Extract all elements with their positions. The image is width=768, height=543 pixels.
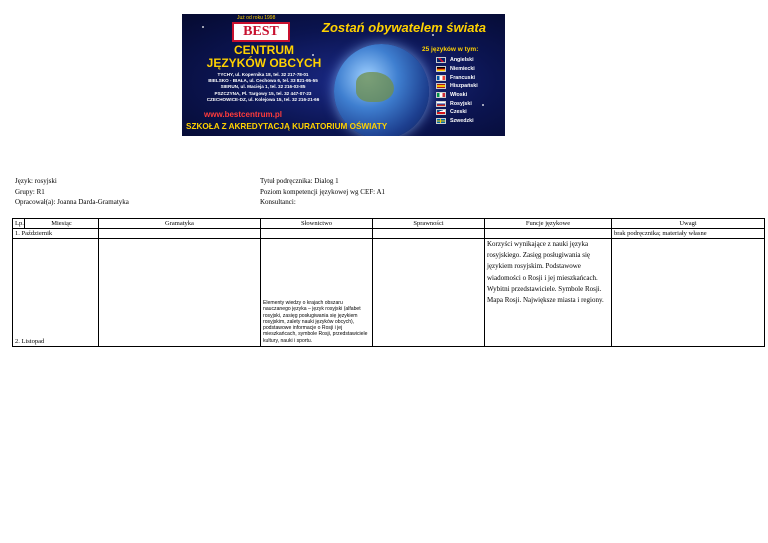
functions-text-2: Mapa Rosji. Największe miasta i regiony. bbox=[487, 296, 604, 305]
school-banner bbox=[182, 14, 505, 136]
language-name: Angielski bbox=[450, 57, 474, 64]
star bbox=[482, 104, 484, 106]
notes-cell: brak podręcznika; materiały własne bbox=[612, 229, 765, 239]
header-grammar: Gramatyka bbox=[99, 219, 261, 229]
address-line: CZECHOWICE-DZ, ul. Kolejowa 15, tel. 32 216-21-66 bbox=[206, 96, 320, 102]
languages-title: 25 języków w tym: bbox=[422, 46, 479, 53]
language-name: Francuski bbox=[450, 74, 476, 81]
language-item bbox=[436, 108, 478, 117]
header-lp: Lp. bbox=[13, 219, 25, 229]
header-functions: Funcje językowe bbox=[485, 219, 612, 229]
course-info bbox=[15, 176, 129, 208]
teaching-plan-table bbox=[12, 218, 765, 347]
vocabulary-cell bbox=[261, 229, 373, 239]
language-item bbox=[436, 56, 478, 65]
course-group: Grupy: R1 bbox=[15, 187, 45, 196]
header-month: Miesiąc bbox=[25, 219, 99, 229]
school-name-line-2: JĘZYKÓW OBCYCH bbox=[206, 56, 322, 70]
month-name: Październik bbox=[21, 230, 53, 237]
language-name: Szwedzki bbox=[450, 118, 474, 125]
language-item bbox=[436, 73, 478, 82]
language-item bbox=[436, 65, 478, 74]
notes-cell bbox=[612, 239, 765, 347]
skills-cell bbox=[373, 229, 485, 239]
swedish-flag-icon bbox=[436, 118, 446, 124]
row-number: 1. bbox=[15, 230, 20, 237]
german-flag-icon bbox=[436, 66, 446, 72]
banner-slogan: Zostań obywatelem świata bbox=[322, 20, 486, 35]
language-item bbox=[436, 99, 478, 108]
vocabulary-cell: Elementy wiedzy o krajach obszaru nauczanego języka – język rosyjski (alfabet rosyjski, zasięg posługiwania się językiem rosyjskim, zalety nauki języków obcych), podstawowe informacje o Rosji i jej mieszkańcach, symbole Rosji, przedstawiciele kultury, nauki i sportu. bbox=[261, 239, 373, 347]
italian-flag-icon bbox=[436, 92, 446, 98]
language-name: Hiszpański bbox=[450, 83, 478, 90]
functions-cell bbox=[485, 239, 612, 347]
address-line: PSZCZYNA, Pl. Targowy 15, tel. 32 447-07-23 bbox=[214, 90, 312, 96]
consultants: Konsultanci: bbox=[260, 198, 296, 207]
banner-school-name bbox=[194, 44, 334, 70]
language-name: Rosyjski bbox=[450, 100, 472, 107]
course-author: Opracował(a): Joanna Darda-Gramatyka bbox=[15, 198, 129, 207]
address-line: BIELSKO - BIAŁA, ul. Cechowa 6, tel. 33 821-95-55 bbox=[208, 78, 318, 84]
table-header-row bbox=[13, 219, 765, 229]
language-name: Czeski bbox=[450, 109, 467, 116]
textbook-info bbox=[260, 176, 385, 208]
best-logo: BEST bbox=[232, 22, 290, 42]
month-cell bbox=[13, 239, 99, 347]
czech-flag-icon bbox=[436, 109, 446, 115]
cef-level: Poziom kompetencji językowej wg CEF: A1 bbox=[260, 187, 386, 196]
month-cell bbox=[13, 229, 99, 239]
language-name: Włoski bbox=[450, 92, 468, 99]
table-row bbox=[13, 229, 765, 239]
star bbox=[202, 26, 204, 28]
header-vocabulary: Słownictwo bbox=[261, 219, 373, 229]
branch-addresses bbox=[188, 72, 338, 103]
language-item bbox=[436, 91, 478, 100]
skills-cell bbox=[373, 239, 485, 347]
language-item bbox=[436, 82, 478, 91]
school-name-line-1: CENTRUM bbox=[234, 43, 294, 57]
language-name: Niemiecki bbox=[450, 66, 475, 73]
address-line: SIERUN, ul. Macieja 1, tel. 32 216-03-85 bbox=[220, 84, 306, 90]
languages-list bbox=[436, 56, 478, 126]
row-number: 2. bbox=[15, 338, 20, 345]
address-line: TYCHY, ul. Kopernika 18, tel. 32 217-78-01 bbox=[217, 72, 309, 77]
grammar-cell bbox=[99, 229, 261, 239]
month-name: Listopad bbox=[21, 338, 45, 345]
french-flag-icon bbox=[436, 75, 446, 81]
since-year: Już od roku 1998 bbox=[237, 15, 276, 21]
spanish-flag-icon bbox=[436, 83, 446, 89]
textbook-title: Tytuł podręcznika: Dialog 1 bbox=[260, 177, 339, 185]
uk-flag-icon bbox=[436, 57, 446, 63]
functions-text: Korzyści wynikające z nauki języka rosyjskiego. Zasięg posługiwania się językiem rosyjskim. Podstawowe wiadomości o Rosji i jej mieszkańcach. Wybitni przedstawiciele. Symbole Rosji. bbox=[487, 240, 602, 293]
banner-accreditation: SZKOŁA Z AKREDYTACJĄ KURATORIUM OŚWIATY bbox=[186, 122, 388, 131]
grammar-cell bbox=[99, 239, 261, 347]
language-item bbox=[436, 117, 478, 126]
header-notes: Uwagi bbox=[612, 219, 765, 229]
functions-cell bbox=[485, 229, 612, 239]
banner-url: www.bestcentrum.pl bbox=[204, 110, 282, 119]
header-skills: Sprawności bbox=[373, 219, 485, 229]
course-language: Język: rosyjski bbox=[15, 177, 57, 185]
table-row bbox=[13, 239, 765, 347]
russian-flag-icon bbox=[436, 101, 446, 107]
